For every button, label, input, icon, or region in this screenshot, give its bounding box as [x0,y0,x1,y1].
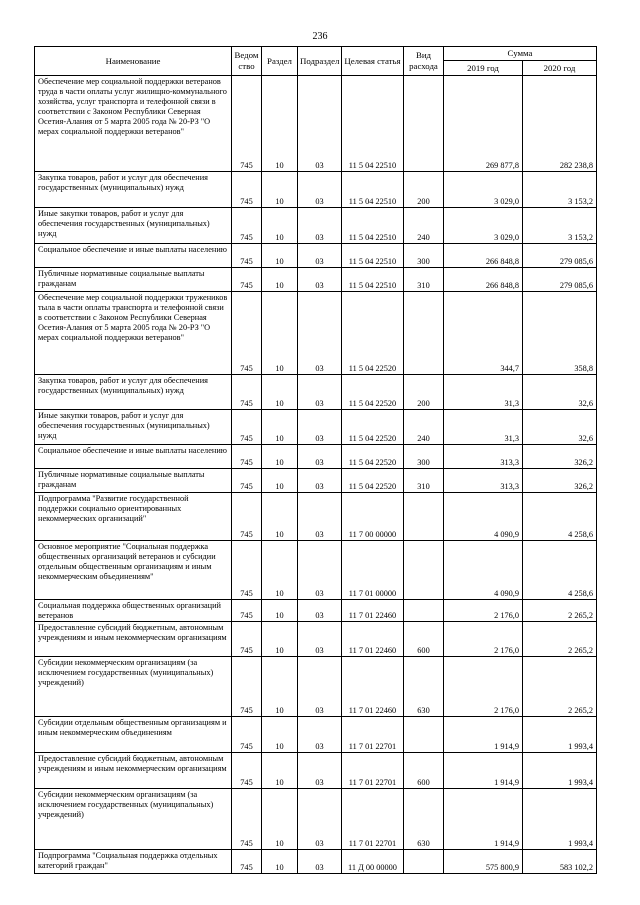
table-row [35,657,597,717]
row-celevaya: 11 7 01 00000 [342,541,404,600]
row-sum-2020: 1 993,4 [523,753,597,789]
row-celevaya: 11 7 01 22460 [342,600,404,622]
row-sum-2019: 2 176,0 [444,600,523,622]
header-vedom: Ведом ство [232,47,262,76]
row-celevaya: 11 5 04 22520 [342,292,404,375]
row-razdel: 10 [262,541,298,600]
row-name: Публичные нормативные социальные выплаты гражданам [35,469,232,493]
row-sum-2020: 1 993,4 [523,789,597,850]
row-name: Основное мероприятие "Социальная поддержка общественных организаций ветеранов и субсидии отдельным общественным организациям и иным некоммерческим объединениям" [35,541,232,600]
row-sum-2020: 4 258,6 [523,493,597,541]
row-sum-2019: 2 176,0 [444,657,523,717]
row-razdel: 10 [262,850,298,874]
row-sum-2020: 2 265,2 [523,600,597,622]
row-vid: 200 [404,172,444,208]
row-razdel: 10 [262,268,298,292]
row-vedom: 745 [232,292,262,375]
row-celevaya: 11 7 01 22701 [342,753,404,789]
row-sum-2020: 32,6 [523,375,597,410]
table-row [35,622,597,657]
row-celevaya: 11 5 04 22510 [342,244,404,268]
row-name: Закупка товаров, работ и услуг для обеспечения государственных (муниципальных) нужд [35,375,232,410]
table-row [35,600,597,622]
row-vedom: 745 [232,268,262,292]
table-row [35,208,597,244]
row-name: Субсидии отдельным общественным организациям и иным некоммерческим объединениям [35,717,232,753]
table-row [35,172,597,208]
row-vid: 600 [404,753,444,789]
row-celevaya: 11 5 04 22510 [342,208,404,244]
row-vid [404,292,444,375]
row-sum-2020: 4 258,6 [523,541,597,600]
row-sum-2019: 1 914,9 [444,753,523,789]
row-vid [404,717,444,753]
header-summa: Сумма [444,47,597,61]
row-vid: 200 [404,375,444,410]
row-podrazdel: 03 [298,850,342,874]
row-celevaya: 11 5 04 22520 [342,375,404,410]
row-razdel: 10 [262,469,298,493]
row-razdel: 10 [262,622,298,657]
row-celevaya: 11 5 04 22510 [342,172,404,208]
table-row [35,410,597,445]
row-vid [404,76,444,172]
header-2020: 2020 год [523,61,597,76]
row-sum-2020: 3 153,2 [523,172,597,208]
row-vedom: 745 [232,445,262,469]
row-name: Социальная поддержка общественных организаций ветеранов [35,600,232,622]
table-row [35,789,597,850]
row-podrazdel: 03 [298,268,342,292]
row-podrazdel: 03 [298,292,342,375]
row-celevaya: 11 7 01 22460 [342,622,404,657]
row-podrazdel: 03 [298,493,342,541]
header-vid: Вид расхода [404,47,444,76]
row-sum-2020: 32,6 [523,410,597,445]
table-body [35,76,597,874]
budget-table [34,46,597,874]
table-row [35,445,597,469]
row-razdel: 10 [262,76,298,172]
row-vid [404,850,444,874]
row-vedom: 745 [232,753,262,789]
row-vid: 300 [404,244,444,268]
header-celevaya: Целевая статья [342,47,404,76]
row-sum-2020: 326,2 [523,469,597,493]
row-name: Предоставление субсидий бюджетным, автономным учреждениям и иным некоммерческим организациям [35,622,232,657]
row-celevaya: 11 Д 00 00000 [342,850,404,874]
row-vid: 300 [404,445,444,469]
row-sum-2019: 31,3 [444,410,523,445]
row-razdel: 10 [262,292,298,375]
row-sum-2020: 358,8 [523,292,597,375]
row-sum-2019: 575 800,9 [444,850,523,874]
row-razdel: 10 [262,375,298,410]
row-vedom: 745 [232,622,262,657]
row-podrazdel: 03 [298,753,342,789]
row-razdel: 10 [262,789,298,850]
row-name: Иные закупки товаров, работ и услуг для обеспечения государственных (муниципальных) нужд [35,410,232,445]
row-razdel: 10 [262,172,298,208]
row-vedom: 745 [232,657,262,717]
row-vedom: 745 [232,410,262,445]
row-vid [404,541,444,600]
row-sum-2020: 1 993,4 [523,717,597,753]
row-sum-2019: 3 029,0 [444,208,523,244]
row-vedom: 745 [232,208,262,244]
row-razdel: 10 [262,244,298,268]
table-row [35,244,597,268]
row-vedom: 745 [232,172,262,208]
row-podrazdel: 03 [298,208,342,244]
row-vedom: 745 [232,541,262,600]
row-name: Закупка товаров, работ и услуг для обеспечения государственных (муниципальных) нужд [35,172,232,208]
row-sum-2019: 3 029,0 [444,172,523,208]
row-razdel: 10 [262,717,298,753]
row-razdel: 10 [262,753,298,789]
row-celevaya: 11 7 00 00000 [342,493,404,541]
row-name: Субсидии некоммерческим организациям (за исключением государственных (муниципальных) учреждений) [35,789,232,850]
row-sum-2019: 2 176,0 [444,622,523,657]
row-name: Обеспечение мер социальной поддержки ветеранов труда в части оплаты услуг жилищно-коммунального хозяйства, услуг транспорта и телефонной связи в соответствии с Законом Республики Северная Осетия-Алания от 5 марта 2005 года № 20-РЗ "О мерах социальной поддержки ветеранов" [35,76,232,172]
table-row [35,850,597,874]
row-vid: 600 [404,622,444,657]
row-name: Предоставление субсидий бюджетным, автономным учреждениям и иным некоммерческим организациям [35,753,232,789]
row-vid: 240 [404,410,444,445]
row-name: Иные закупки товаров, работ и услуг для обеспечения государственных (муниципальных) нужд [35,208,232,244]
row-sum-2020: 2 265,2 [523,622,597,657]
row-name: Социальное обеспечение и иные выплаты населению [35,244,232,268]
table-row [35,753,597,789]
row-vid: 310 [404,469,444,493]
row-celevaya: 11 7 01 22460 [342,657,404,717]
row-podrazdel: 03 [298,469,342,493]
row-vid: 310 [404,268,444,292]
row-vedom: 745 [232,469,262,493]
row-razdel: 10 [262,445,298,469]
table-row [35,541,597,600]
row-podrazdel: 03 [298,76,342,172]
row-sum-2019: 269 877,8 [444,76,523,172]
header-name: Наименование [35,47,232,76]
row-sum-2019: 4 090,9 [444,541,523,600]
page-number: 236 [312,31,328,42]
row-name: Подпрограмма "Социальная поддержка отдельных категорий граждан" [35,850,232,874]
row-sum-2019: 266 848,8 [444,268,523,292]
row-vedom: 745 [232,789,262,850]
row-podrazdel: 03 [298,600,342,622]
header-podrazdel: Подраздел [298,47,342,76]
row-vid [404,493,444,541]
row-vid: 240 [404,208,444,244]
table-row [35,469,597,493]
row-razdel: 10 [262,410,298,445]
row-vedom: 745 [232,717,262,753]
row-sum-2019: 313,3 [444,469,523,493]
row-razdel: 10 [262,208,298,244]
row-vedom: 745 [232,76,262,172]
row-celevaya: 11 7 01 22701 [342,717,404,753]
row-sum-2020: 3 153,2 [523,208,597,244]
row-vedom: 745 [232,850,262,874]
row-celevaya: 11 5 04 22510 [342,76,404,172]
row-name: Публичные нормативные социальные выплаты гражданам [35,268,232,292]
row-celevaya: 11 5 04 22510 [342,268,404,292]
row-celevaya: 11 5 04 22520 [342,469,404,493]
row-sum-2020: 2 265,2 [523,657,597,717]
row-podrazdel: 03 [298,445,342,469]
row-sum-2020: 583 102,2 [523,850,597,874]
row-podrazdel: 03 [298,622,342,657]
row-podrazdel: 03 [298,172,342,208]
table-row [35,292,597,375]
row-podrazdel: 03 [298,375,342,410]
row-podrazdel: 03 [298,789,342,850]
row-vedom: 745 [232,493,262,541]
row-podrazdel: 03 [298,657,342,717]
row-vedom: 745 [232,375,262,410]
row-sum-2019: 1 914,9 [444,789,523,850]
row-vedom: 745 [232,600,262,622]
table-row [35,268,597,292]
row-vid [404,600,444,622]
header-2019: 2019 год [444,61,523,76]
row-razdel: 10 [262,600,298,622]
row-sum-2020: 326,2 [523,445,597,469]
table-row [35,717,597,753]
row-name: Социальное обеспечение и иные выплаты населению [35,445,232,469]
row-vid: 630 [404,789,444,850]
row-vedom: 745 [232,244,262,268]
row-celevaya: 11 7 01 22701 [342,789,404,850]
row-podrazdel: 03 [298,410,342,445]
row-razdel: 10 [262,657,298,717]
header-razdel: Раздел [262,47,298,76]
row-podrazdel: 03 [298,717,342,753]
row-sum-2019: 31,3 [444,375,523,410]
row-celevaya: 11 5 04 22520 [342,445,404,469]
row-sum-2019: 1 914,9 [444,717,523,753]
row-sum-2019: 266 848,8 [444,244,523,268]
row-vid: 630 [404,657,444,717]
table-row [35,493,597,541]
row-name: Субсидии некоммерческим организациям (за исключением государственных (муниципальных) учреждений) [35,657,232,717]
row-podrazdel: 03 [298,244,342,268]
row-name: Обеспечение мер социальной поддержки тружеников тыла в части оплаты транспорта и телефонной связи в соответствии с Законом Республики Северная Осетия-Алания от 5 марта 2005 года № 20-РЗ "О мерах социальной поддержки ветеранов" [35,292,232,375]
row-sum-2020: 279 085,6 [523,244,597,268]
row-sum-2020: 282 238,8 [523,76,597,172]
row-celevaya: 11 5 04 22520 [342,410,404,445]
row-name: Подпрограмма "Развитие государственной поддержки социально ориентированных некоммерческих организаций" [35,493,232,541]
row-sum-2019: 344,7 [444,292,523,375]
row-podrazdel: 03 [298,541,342,600]
table-row [35,375,597,410]
row-sum-2019: 4 090,9 [444,493,523,541]
row-sum-2020: 279 085,6 [523,268,597,292]
row-razdel: 10 [262,493,298,541]
row-sum-2019: 313,3 [444,445,523,469]
table-row [35,76,597,172]
